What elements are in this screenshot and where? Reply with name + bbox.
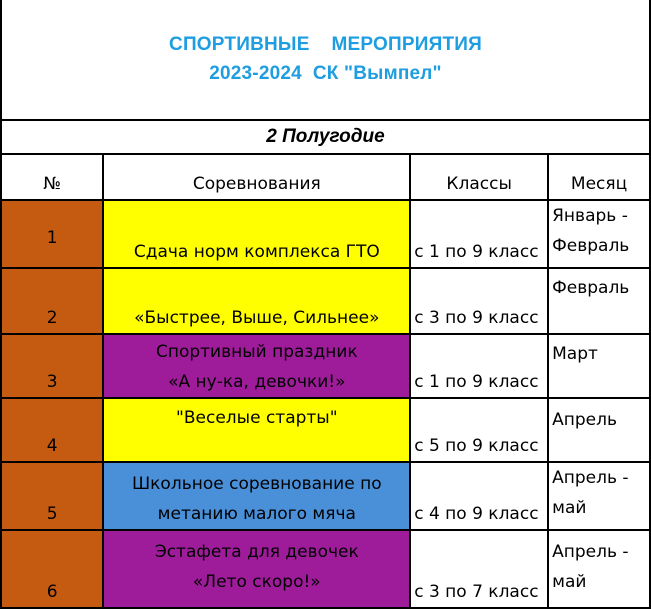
row-num [1,334,103,398]
month-line: Февраль [552,278,630,298]
row-month [548,268,650,334]
month-line: Январь - [552,206,628,226]
competition-line: «Лето скоро!» [192,572,321,592]
row-competition [103,462,410,530]
month-line: май [552,572,587,592]
row-month [548,334,650,398]
header-num: № [1,154,103,200]
row-competition [103,398,410,462]
row-num-text: 5 [46,504,58,524]
row-competition [103,200,410,268]
row-classes: с 5 по 9 класс [410,398,548,462]
row-month [548,530,650,608]
header-competition: Соревнования [103,154,410,200]
row-classes: с 1 по 9 класс [410,334,548,398]
row-classes: с 1 по 9 класс [410,200,548,268]
table-row [1,268,650,334]
row-num [1,268,103,334]
competition-line: Эстафета для девочек [154,542,359,562]
row-competition [103,268,410,334]
row-classes: с 3 по 7 класс [410,530,548,608]
competition-line: «А ну-ка, девочки!» [168,372,346,392]
row-month [548,462,650,530]
row-num-text: 2 [46,308,58,328]
table-row [1,530,650,608]
row-competition [103,334,410,398]
table-row [1,462,650,530]
month-line: Февраль [552,236,630,256]
row-month [548,398,650,462]
competition-line: Сдача норм комплекса ГТО [133,242,380,262]
competition-line: Школьное соревнование по [131,474,382,494]
row-num [1,530,103,608]
row-num [1,462,103,530]
row-num-text: 4 [46,436,58,456]
row-num-text: 1 [46,228,58,248]
row-classes: с 3 по 9 класс [410,268,548,334]
month-line: Апрель - [552,542,629,562]
competition-line: «Быстрее, Выше, Сильнее» [134,308,380,328]
half-year-heading: 2 Полугодие [266,126,385,147]
table-row [1,200,650,268]
row-num-text: 3 [46,372,58,392]
row-num [1,398,103,462]
table-header-row [1,154,650,200]
row-num-text: 6 [46,582,58,602]
events-table [0,153,651,609]
competition-line: метанию малого мяча [157,504,356,524]
header-classes: Классы [410,154,548,200]
row-classes: с 4 по 9 класс [410,462,548,530]
title-line-2: 2023-2024 СК "Вымпел" [209,63,442,84]
month-line: Апрель [552,410,618,430]
header-month: Месяц [548,154,650,200]
row-num [1,200,103,268]
month-line: Март [552,344,598,364]
row-competition [103,530,410,608]
competition-line: "Веселые старты" [176,408,338,428]
month-line: май [552,498,587,518]
title-line-1: СПОРТИВНЫЕ МЕРОПРИЯТИЯ [169,34,482,55]
page-title [0,30,651,88]
competition-line: Спортивный праздник [155,342,358,362]
month-line: Апрель - [552,468,629,488]
table-row [1,334,650,398]
row-month [548,200,650,268]
table-row [1,398,650,462]
